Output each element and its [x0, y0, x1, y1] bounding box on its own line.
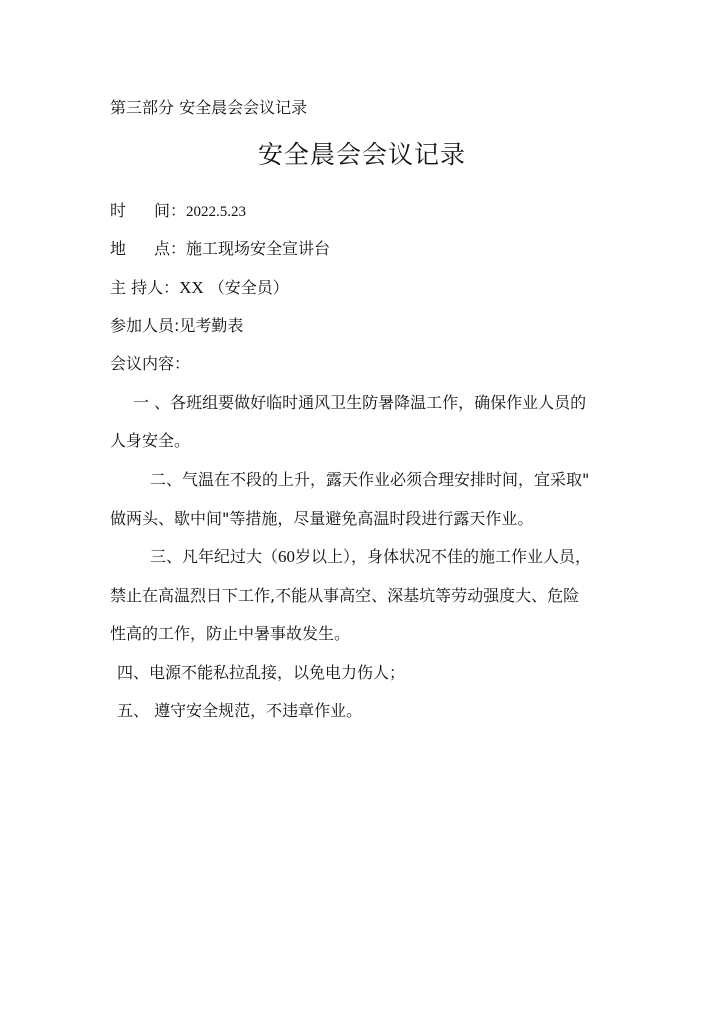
place-label-b: 点：: [154, 239, 187, 258]
host-label: 主 持人：: [110, 278, 180, 297]
place-label-a: 地: [110, 239, 127, 258]
item-3-line-1-b: 岁以上），身体状况不佳的施工作业人员，: [295, 547, 592, 566]
host-row: [110, 277, 289, 299]
attendees-label: 参加人员:: [110, 316, 180, 335]
item-4: 四、电源不能私拉乱接，以免电力伤人；: [117, 663, 406, 682]
place-row: [110, 238, 330, 260]
item-2-line-2: 做两头、歇中间"等措施，尽量避免高温时段进行露天作业。: [110, 509, 534, 528]
host-name: XX: [179, 278, 204, 297]
item-2-line-1: 二、气温在不段的上升，露天作业必须合理安排时间，宜采取": [150, 470, 590, 489]
page-title: 安全晨会会议记录: [257, 140, 466, 169]
attendees-value: 见考勤表: [179, 316, 244, 335]
item-5: 五、 遵守安全规范，不违章作业。: [117, 701, 363, 720]
item-3-age: 60: [278, 547, 296, 566]
attendees-row: [110, 315, 243, 337]
time-row: [110, 200, 246, 223]
time-label-a: 时: [110, 201, 127, 220]
host-role: （安全员）: [208, 278, 289, 297]
item-3-line-1-a: 三、凡年纪过大（: [150, 547, 279, 566]
item-3-line-3: 性高的工作，防止中暑事故发生。: [110, 624, 351, 643]
item-3-line-2: 禁止在高温烈日下工作,不能从事高空、深基坑等劳动强度大、危险: [110, 586, 580, 605]
item-1-line-1: 一 、各班组要做好临时通风卫生防暑降温工作，确保作业人员的: [133, 393, 587, 412]
item-3-line-1: [150, 546, 591, 568]
place-value: 施工现场安全宣讲台: [186, 239, 331, 258]
item-1-line-2: 人身安全。: [110, 431, 191, 450]
time-value: 2022.5.23: [186, 204, 247, 220]
content-label: 会议内容：: [110, 354, 191, 373]
time-label-b: 间：: [154, 201, 187, 220]
section-heading: 第三部分 安全晨会会议记录: [110, 98, 308, 117]
